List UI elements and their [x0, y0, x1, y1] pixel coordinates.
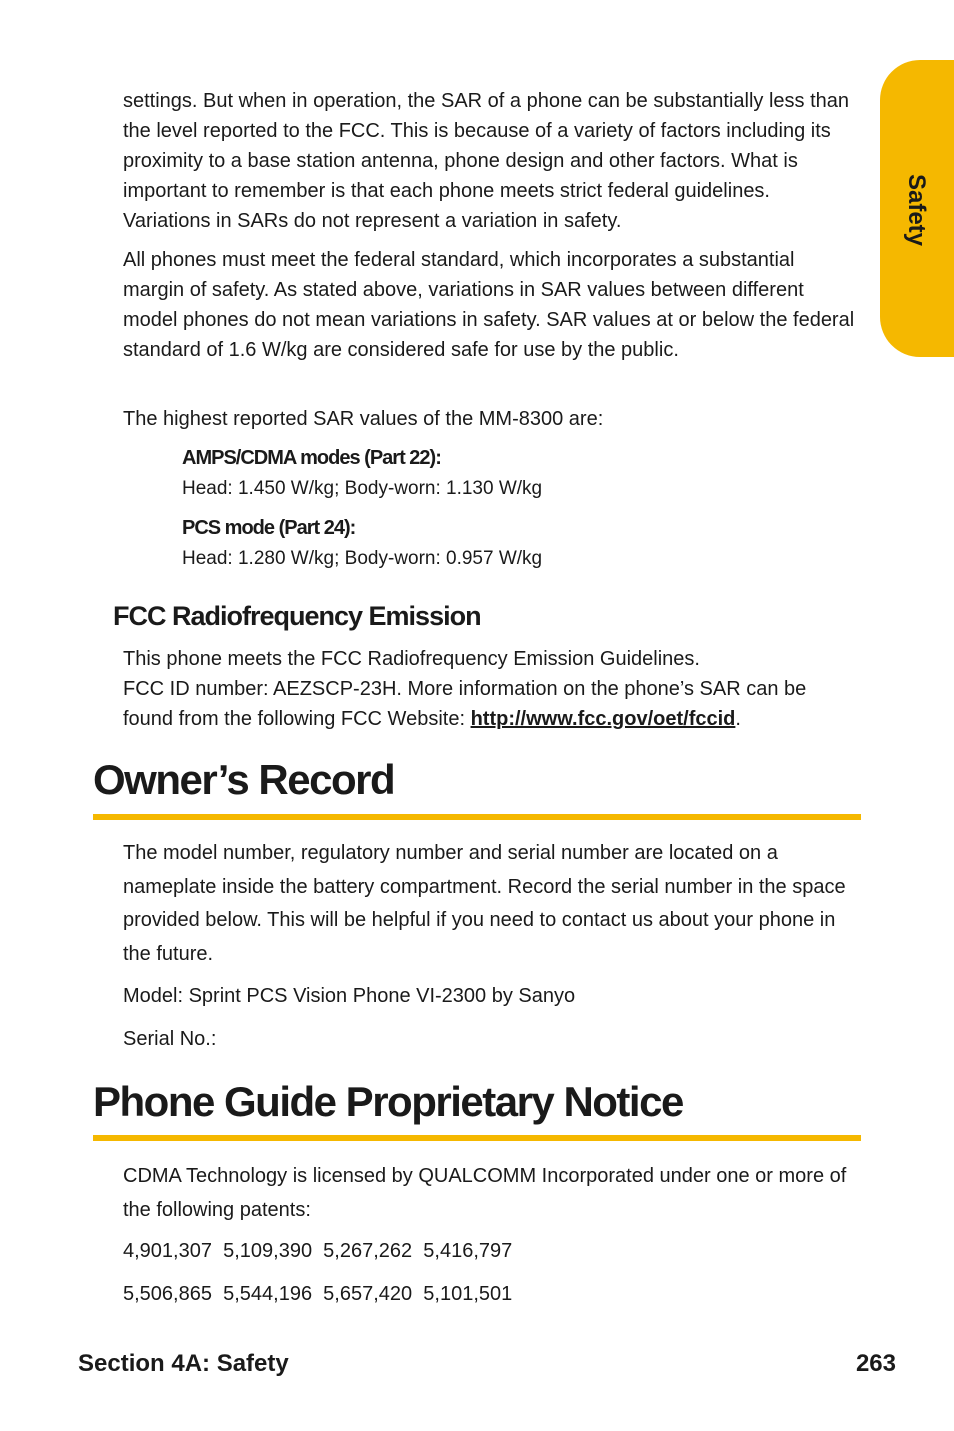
model-line: Model: Sprint PCS Vision Phone VI-2300 by Sanyo: [123, 985, 576, 1007]
fcc-line-2: FCC ID number: AEZSCP-23H. More information on the phone’s SAR can be found from the following FCC Website:: [123, 678, 807, 730]
pcs-mode-values: Head: 1.280 W/kg; Body-worn: 0.957 W/kg: [182, 548, 543, 569]
footer-page-number: 263: [855, 1350, 896, 1377]
owners-record-paragraph: The model number, regulatory number and serial number are located on a nameplate inside the battery compartment. Record the serial number in the space provided below. This will be helpful if you need to contact us about your phone in the future.: [123, 842, 846, 965]
fcc-period: .: [735, 708, 741, 730]
fcc-line-1: This phone meets the FCC Radiofrequency Emission Guidelines.: [123, 648, 700, 670]
serial-line: Serial No.:: [123, 1028, 217, 1050]
proprietary-heading: Phone Guide Proprietary Notice: [93, 1078, 683, 1125]
footer-section: Section 4A: Safety: [78, 1350, 289, 1377]
proprietary-paragraph: CDMA Technology is licensed by QUALCOMM Incorporated under one or more of the following patents:: [123, 1165, 847, 1221]
pcs-mode-heading: PCS mode (Part 24):: [182, 517, 356, 539]
proprietary-rule: [93, 1135, 861, 1141]
owners-record-rule: [93, 814, 861, 820]
fcc-website-link[interactable]: http://www.fcc.gov/oet/fccid: [470, 708, 736, 730]
owners-record-heading: Owner’s Record: [93, 756, 395, 803]
amps-mode-values: Head: 1.450 W/kg; Body-worn: 1.130 W/kg: [182, 478, 543, 499]
fcc-paragraph: [123, 644, 858, 734]
amps-mode-heading: AMPS/CDMA modes (Part 22):: [182, 447, 441, 469]
fcc-heading: FCC Radiofrequency Emission: [113, 601, 481, 631]
sar-paragraph-1: settings. But when in operation, the SAR of a phone can be substantially less than the level reported to the FCC. This is because of a variety of factors including its proximity to a base station antenna, phone design and other factors. What is important to remember is that each phone meets strict federal guidelines. Variations in SARs do not represent a variation in safety.: [123, 90, 850, 232]
sar-paragraph-2: All phones must meet the federal standard, which incorporates a substantial margin of safety. As stated above, variations in SAR values between different model phones do not mean variations in safety. SAR values at or below the federal standard of 1.6 W/kg are considered safe for use by the public.: [123, 249, 855, 361]
patents-row-1: 4,901,307 5,109,390 5,267,262 5,416,797: [123, 1240, 513, 1262]
sar-paragraph-3: The highest reported SAR values of the MM-8300 are:: [123, 408, 604, 430]
section-tab-label: Safety: [903, 173, 931, 247]
patents-row-2: 5,506,865 5,544,196 5,657,420 5,101,501: [123, 1283, 513, 1305]
